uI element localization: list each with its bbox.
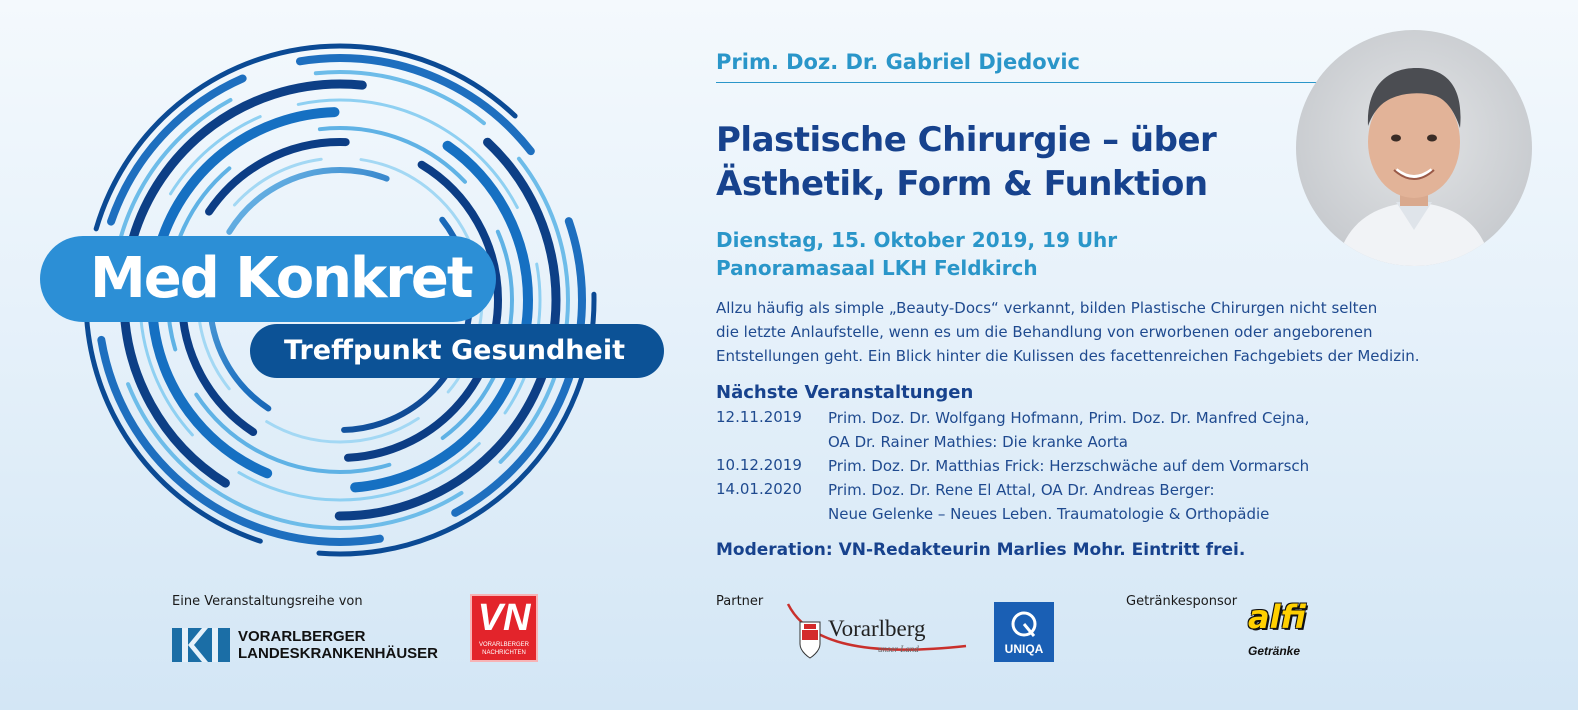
vn-logo <box>470 594 538 662</box>
moderation-note: Moderation: VN-Redakteurin Marlies Mohr. Eintritt frei. <box>716 540 1246 560</box>
drinks-sponsor-label: Getränkesponsor <box>1126 594 1238 609</box>
event-title-line: Ästhetik, Form & Funktion <box>716 164 1208 204</box>
speaker-name: Prim. Doz. Dr. Gabriel Djedovic <box>716 50 1080 74</box>
event-list-item <box>828 478 1468 526</box>
event-venue: Panoramasaal LKH Feldkirch <box>716 256 1038 280</box>
khv-line: VORARLBERGER <box>238 628 366 645</box>
event-list-line: Prim. Doz. Dr. Matthias Frick: Herzschwäche auf dem Vormarsch <box>828 457 1310 475</box>
speaker-portrait-illustration <box>1296 30 1532 266</box>
khv-logo-icon <box>172 628 230 662</box>
vn-line: VORARLBERGER <box>478 642 529 648</box>
alfi-tagline: Getränke <box>1248 644 1301 658</box>
event-datetime <box>716 226 1117 282</box>
brand-title: Med Konkret <box>90 246 472 311</box>
uniqa-emblem-icon <box>994 606 1054 642</box>
event-title-line: Plastische Chirurgie – über <box>716 120 1217 160</box>
event-list-item <box>828 454 1468 478</box>
speaker-divider <box>716 82 1320 83</box>
event-description <box>716 296 1476 368</box>
event-title <box>716 118 1216 206</box>
event-list-date: 12.11.2019 <box>716 408 802 426</box>
uniqa-logo <box>994 602 1054 662</box>
event-list-line: Prim. Doz. Dr. Rene El Attal, OA Dr. Andreas Berger: <box>828 481 1215 499</box>
upcoming-heading: Nächste Veranstaltungen <box>716 382 974 403</box>
event-date: Dienstag, 15. Oktober 2019, 19 Uhr <box>716 228 1118 252</box>
brand-subtitle: Treffpunkt Gesundheit <box>284 335 625 366</box>
uniqa-wordmark: UNIQA <box>1004 642 1044 656</box>
event-list-line: OA Dr. Rainer Mathies: Die kranke Aorta <box>828 433 1128 451</box>
description-line: Entstellungen geht. Ein Blick hinter die Kulissen des facettenreichen Fachgebiets der Medizin. <box>716 347 1420 365</box>
vorarlberg-wordmark: Vorarlberg <box>828 616 926 641</box>
khv-logo <box>172 626 442 666</box>
event-list-line: Neue Gelenke – Neues Leben. Traumatologie & Orthopädie <box>828 505 1270 523</box>
alfi-wordmark: alfi <box>1248 598 1306 636</box>
event-list-date: 14.01.2020 <box>716 480 802 498</box>
vorarlberg-tagline: unser Land <box>878 644 919 654</box>
brand-subtitle-pill <box>250 324 664 378</box>
description-line: Allzu häufig als simple „Beauty-Docs“ verkannt, bilden Plastische Chirurgen nicht selten <box>716 299 1378 317</box>
partner-label: Partner <box>716 594 764 609</box>
event-list-date: 10.12.2019 <box>716 456 802 474</box>
vn-line: NACHRICHTEN <box>482 650 526 656</box>
event-list-line: Prim. Doz. Dr. Wolfgang Hofmann, Prim. Doz. Dr. Manfred Cejna, <box>828 409 1310 427</box>
alfi-logo <box>1244 598 1324 664</box>
event-list-item <box>828 406 1468 454</box>
description-line: die letzte Anlaufstelle, wenn es um die Behandlung von erworbenen oder angeborenen <box>716 323 1373 341</box>
brand-title-pill <box>40 236 496 322</box>
vorarlberg-logo <box>786 600 972 666</box>
speaker-photo <box>1296 30 1532 266</box>
series-label: Eine Veranstaltungsreihe von <box>172 594 363 609</box>
khv-line: LANDESKRANKENHÄUSER <box>238 645 439 662</box>
vn-mark: VN <box>477 597 531 639</box>
